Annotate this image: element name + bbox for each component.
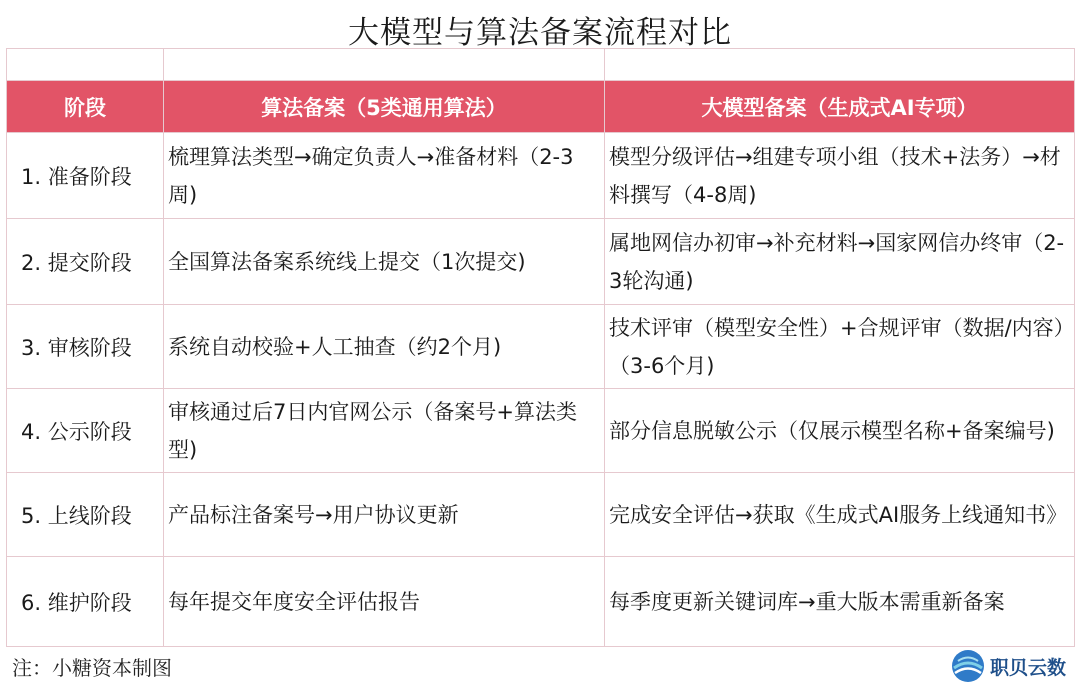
table-row (7, 305, 1075, 389)
table-row (7, 389, 1075, 473)
algo-cell: 每年提交年度安全评估报告 (164, 557, 605, 647)
algo-cell: 梳理算法类型→确定负责人→准备材料（2-3周) (164, 133, 605, 219)
comparison-table (6, 48, 1075, 647)
algo-cell: 产品标注备案号→用户协议更新 (164, 473, 605, 557)
algo-cell: 审核通过后7日内官网公示（备案号+算法类型) (164, 389, 605, 473)
header-model-filing: 大模型备案（生成式AI专项） (605, 81, 1075, 133)
stage-cell: 4. 公示阶段 (7, 389, 164, 473)
model-cell: 每季度更新关键词库→重大版本需重新备案 (605, 557, 1075, 647)
brand-logo (950, 648, 1066, 684)
model-cell: 技术评审（模型安全性）+合规评审（数据/内容）（3-6个月) (605, 305, 1075, 389)
stage-cell: 3. 审核阶段 (7, 305, 164, 389)
stage-cell: 2. 提交阶段 (7, 219, 164, 305)
stage-cell: 1. 准备阶段 (7, 133, 164, 219)
table-row (7, 473, 1075, 557)
header-row (7, 81, 1075, 133)
blank-row (7, 49, 1075, 81)
blank-cell (164, 49, 605, 81)
blank-cell (7, 49, 164, 81)
brand-name: 职贝云数 (990, 656, 1067, 679)
stage-cell: 5. 上线阶段 (7, 473, 164, 557)
algo-cell: 全国算法备案系统线上提交（1次提交) (164, 219, 605, 305)
model-cell: 完成安全评估→获取《生成式AI服务上线通知书》 (605, 473, 1075, 557)
header-stage: 阶段 (7, 81, 164, 133)
globe-icon (950, 648, 986, 684)
model-cell: 部分信息脱敏公示（仅展示模型名称+备案编号) (605, 389, 1075, 473)
algo-cell: 系统自动校验+人工抽查（约2个月) (164, 305, 605, 389)
blank-cell (605, 49, 1075, 81)
model-cell: 属地网信办初审→补充材料→国家网信办终审（2-3轮沟通) (605, 219, 1075, 305)
table-row (7, 557, 1075, 647)
page-title: 大模型与算法备案流程对比 (348, 14, 732, 51)
source-note: 注：小糖资本制图 (12, 656, 172, 680)
header-algorithm-filing: 算法备案（5类通用算法） (164, 81, 605, 133)
model-cell: 模型分级评估→组建专项小组（技术+法务）→材料撰写（4-8周) (605, 133, 1075, 219)
table-row (7, 133, 1075, 219)
stage-cell: 6. 维护阶段 (7, 557, 164, 647)
table-row (7, 219, 1075, 305)
